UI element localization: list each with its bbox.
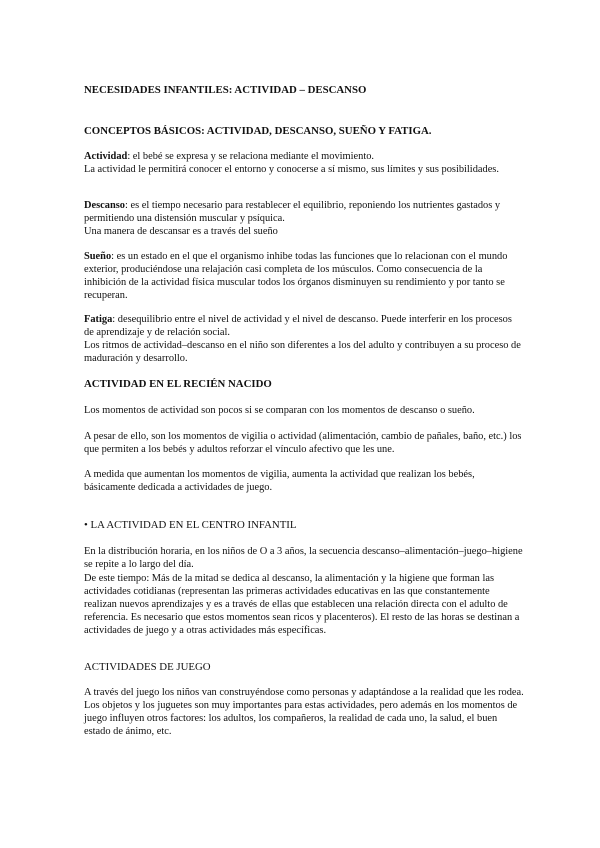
section-heading-recien-nacido: ACTIVIDAD EN EL RECIÉN NACIDO <box>84 378 272 390</box>
paragraph-juego-1: A través del juego los niños van construyéndose como personas y adaptándose a la realidad que les rodea. Los objetos y los juguetes son muy importantes para estas actividades, pero además en los momentos de juego influyen otros factores: los adultos, los compañeros, la realidad de cada uno, la salud, el buen estado de ánimo, etc. <box>84 687 524 737</box>
page-title: NECESIDADES INFANTILES: ACTIVIDAD – DESCANSO <box>84 84 367 96</box>
actividad-line2: La actividad le permitirá conocer el entorno y conocerse a sí mismo, sus límites y sus posibilidades. <box>84 164 499 175</box>
def-fatiga: : desequilibrio entre el nivel de actividad y el nivel de descanso. Puede interferir en los procesos de aprendizaje y de relación social. <box>84 314 512 338</box>
paragraph-centro-2: De este tiempo: Más de la mitad se dedica al descanso, la alimentación y la higiene que forman las actividades cotidianas (representan las primeras actividades educativas en las que constantemente realizan nuevos aprendizajes y es a través de ellas que establecen una relación directa con el adulto de referencia. Es necesario que estos momentos sean ricos y placenteros). El resto de las horas se destinan a actividades de juego y a otras actividades más específicas. <box>84 573 520 636</box>
def-sueno: : es un estado en el que el organismo inhibe todas las funciones que lo relacionan con el mundo exterior, produciéndose una relajación casi completa de los músculos. Como consecuencia de la inhibición de la actividad física muscular todos los órganos disminuyen su rendimiento y por tanto se recuperan. <box>84 251 508 301</box>
term-sueno: Sueño <box>84 251 112 262</box>
descanso-line2: Una manera de descansar es a través del sueño <box>84 226 278 237</box>
def-actividad: : el bebé se expresa y se relaciona mediante el movimiento. <box>127 151 374 162</box>
section-heading-juego: ACTIVIDADES DE JUEGO <box>84 661 211 673</box>
paragraph-descanso <box>84 199 524 238</box>
paragraph-fatiga <box>84 313 524 365</box>
paragraph-recien-3: A medida que aumentan los momentos de vigilia, aumenta la actividad que realizan los bebés, básicamente dedicada a actividades de juego. <box>84 469 475 493</box>
fatiga-line2: Los ritmos de actividad–descanso en el niño son diferentes a los del adulto y contribuyen a su proceso de maduración y desarrollo. <box>84 340 521 364</box>
paragraph-sueno <box>84 250 524 302</box>
paragraph-centro-1: En la distribución horaria, en los niños de O a 3 años, la secuencia descanso–alimentación–juego–higiene se repite a lo largo del día. <box>84 546 523 570</box>
term-fatiga: Fatiga <box>84 314 113 325</box>
section-heading-centro: • LA ACTIVIDAD EN EL CENTRO INFANTIL <box>84 519 297 531</box>
def-descanso: : es el tiempo necesario para restablecer el equilibrio, reponiendo los nutrientes gastados y permitiendo una distensión muscular y psíquica. <box>84 200 501 224</box>
paragraph-recien-2: A pesar de ello, son los momentos de vigilia o actividad (alimentación, cambio de pañales, baño, etc.) los que permiten a los bebés y adultos reforzar el vínculo afectivo que les une. <box>84 431 522 455</box>
paragraph-actividad <box>84 150 524 176</box>
paragraph-recien-1: Los momentos de actividad son pocos si se comparan con los momentos de descanso o sueño. <box>84 405 475 416</box>
section-heading-conceptos: CONCEPTOS BÁSICOS: ACTIVIDAD, DESCANSO, SUEÑO Y FATIGA. <box>84 125 432 137</box>
term-descanso: Descanso <box>84 200 125 211</box>
term-actividad: Actividad <box>84 151 128 162</box>
